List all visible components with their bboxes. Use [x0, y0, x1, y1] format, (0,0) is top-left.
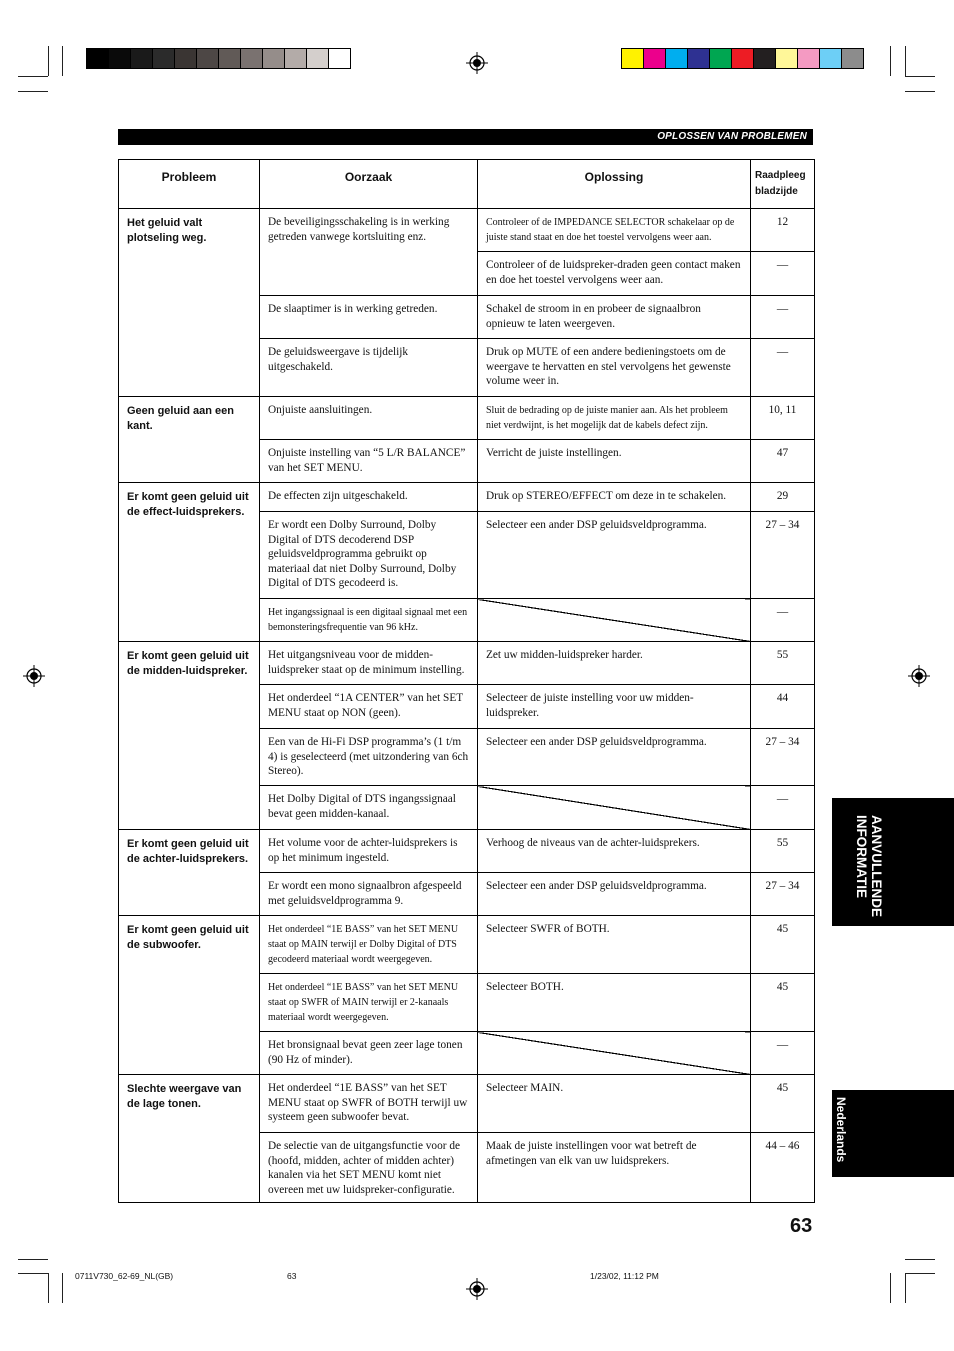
problem-cell: Er komt geen geluid uit de subwoofer. [119, 916, 260, 1075]
crop-mark [18, 76, 48, 77]
ref-cell: 12 [751, 209, 815, 252]
table-row [119, 1075, 815, 1133]
registration-mark-icon [908, 665, 930, 687]
table-row [119, 209, 815, 252]
language-tab-label: Nederlands [834, 1097, 848, 1163]
process-color-swatch [732, 49, 754, 68]
cause-cell: De effecten zijn uitgeschakeld. [260, 483, 478, 512]
crop-mark [905, 76, 935, 77]
process-color-swatch [754, 49, 776, 68]
ref-cell: 44 [751, 685, 815, 729]
cause-cell: Een van de Hi-Fi DSP programma’s (1 t/m 4) is geselecteerd (met uitzondering van 6ch Stereo). [260, 729, 478, 786]
problem-cell: Slechte weergave van de lage tonen. [119, 1075, 260, 1203]
ref-cell: 45 [751, 1075, 815, 1133]
grayscale-swatch [307, 49, 329, 68]
solution-cell-not-applicable [478, 599, 751, 642]
process-color-bar [621, 48, 864, 69]
column-header-problem: Probleem [119, 160, 260, 209]
solution-cell-not-applicable [478, 786, 751, 830]
section-header-bar [118, 129, 813, 145]
ref-cell: 29 [751, 483, 815, 512]
table-row [119, 483, 815, 512]
solution-cell: Selecteer SWFR of BOTH. [478, 916, 751, 974]
grayscale-color-bar [86, 48, 351, 69]
footer-page: 63 [287, 1271, 297, 1281]
solution-cell: Selecteer een ander DSP geluidsveldprogramma. [478, 873, 751, 916]
process-color-swatch [688, 49, 710, 68]
ref-cell: 45 [751, 916, 815, 974]
ref-cell: 27 – 34 [751, 729, 815, 786]
ref-cell: 27 – 34 [751, 512, 815, 599]
crop-mark [18, 1259, 48, 1260]
ref-cell: 27 – 34 [751, 873, 815, 916]
grayscale-swatch [109, 49, 131, 68]
solution-cell: Sluit de bedrading op de juiste manier aan. Als het probleem niet verdwijnt, is het mogelijk dat de kabels defect zijn. [478, 397, 751, 440]
solution-cell: Selecteer MAIN. [478, 1075, 751, 1133]
crop-mark [48, 46, 49, 76]
registration-mark-icon [466, 52, 488, 74]
solution-cell-not-applicable [478, 1032, 751, 1075]
process-color-swatch [622, 49, 644, 68]
crop-mark [905, 46, 906, 76]
ref-cell: 47 [751, 440, 815, 483]
table-row [119, 397, 815, 440]
grayscale-swatch [175, 49, 197, 68]
registration-mark-icon [23, 665, 45, 687]
cause-cell: Onjuiste instelling van “5 L/R BALANCE” van het SET MENU. [260, 440, 478, 483]
solution-cell: Schakel de stroom in en probeer de signaalbron opnieuw te laten weergeven. [478, 296, 751, 339]
crop-mark [62, 46, 63, 76]
crop-mark [890, 1273, 891, 1303]
cause-cell: Het Dolby Digital of DTS ingangssignaal bevat geen midden-kanaal. [260, 786, 478, 830]
grayscale-swatch [219, 49, 241, 68]
footer-datetime: 1/23/02, 11:12 PM [590, 1271, 659, 1281]
solution-cell: Verhoog de niveaus van de achter-luidsprekers. [478, 830, 751, 873]
crop-mark [905, 1259, 935, 1260]
process-color-swatch [798, 49, 820, 68]
process-color-swatch [820, 49, 842, 68]
ref-cell: — [751, 339, 815, 397]
ref-cell: 45 [751, 974, 815, 1032]
table-row [119, 830, 815, 873]
process-color-swatch [644, 49, 666, 68]
crop-mark [48, 1273, 49, 1303]
solution-cell: Maak de juiste instellingen voor wat betreft de afmetingen van elk van uw luidsprekers. [478, 1133, 751, 1203]
cause-cell: De selectie van de uitgangsfunctie voor de (hoofd, midden, achter of midden achter) kanalen via het SET MENU komt niet overeen met uw luidspreker-configuratie. [260, 1133, 478, 1203]
ref-cell: 55 [751, 830, 815, 873]
section-header-title: OPLOSSEN VAN PROBLEMEN [657, 131, 807, 142]
ref-cell: — [751, 786, 815, 830]
solution-cell: Verricht de juiste instellingen. [478, 440, 751, 483]
cause-cell: De beveiligingsschakeling is in werking getreden vanwege kortsluiting enz. [260, 209, 478, 296]
ref-cell: — [751, 296, 815, 339]
grayscale-swatch [263, 49, 285, 68]
cause-cell: Het volume voor de achter-luidsprekers is op het minimum ingesteld. [260, 830, 478, 873]
registration-mark-icon [466, 1278, 488, 1300]
language-side-tab [832, 1090, 954, 1177]
ref-cell: 55 [751, 642, 815, 685]
crop-mark [62, 1273, 63, 1303]
cause-cell: Onjuiste aansluitingen. [260, 397, 478, 440]
cause-cell: Het onderdeel “1E BASS” van het SET MENU staat op SWFR of MAIN terwijl er 2-kanaals materiaal wordt weergegeven. [260, 974, 478, 1032]
cause-cell: Het uitgangsniveau voor de midden-luidspreker staat op de minimum instelling. [260, 642, 478, 685]
solution-cell: Controleer of de IMPEDANCE SELECTOR schakelaar op de juiste stand staat en doe het toestel vervolgens weer aan. [478, 209, 751, 252]
crop-mark [905, 1273, 935, 1274]
process-color-swatch [842, 49, 863, 68]
solution-cell: Druk op STEREO/EFFECT om deze in te schakelen. [478, 483, 751, 512]
grayscale-swatch [329, 49, 350, 68]
problem-cell: Er komt geen geluid uit de achter-luidsprekers. [119, 830, 260, 916]
cause-cell: Het ingangssignaal is een digitaal signaal met een bemonsteringsfrequentie van 96 kHz. [260, 599, 478, 642]
crop-mark [890, 46, 891, 76]
section-side-tab [832, 798, 954, 926]
ref-cell: — [751, 252, 815, 296]
column-header-cause: Oorzaak [260, 160, 478, 209]
crop-mark [18, 1273, 48, 1274]
problem-cell: Er komt geen geluid uit de effect-luidsprekers. [119, 483, 260, 642]
process-color-swatch [776, 49, 798, 68]
cause-cell: De geluidsweergave is tijdelijk uitgeschakeld. [260, 339, 478, 397]
cause-cell: Het onderdeel “1A CENTER” van het SET MENU staat op NON (geen). [260, 685, 478, 729]
section-tab-line2: INFORMATIE [854, 815, 869, 898]
cause-cell: Er wordt een mono signaalbron afgespeeld met geluidsveldprogramma 9. [260, 873, 478, 916]
solution-cell: Controleer of de luidspreker-draden geen contact maken en doe het toestel vervolgens weer aan. [478, 252, 751, 296]
ref-cell: 44 – 46 [751, 1133, 815, 1203]
column-header-ref: Raadpleeg bladzijde [751, 160, 815, 209]
process-color-swatch [710, 49, 732, 68]
grayscale-swatch [153, 49, 175, 68]
column-header-solution: Oplossing [478, 160, 751, 209]
table-row [119, 916, 815, 974]
problem-cell: Geen geluid aan een kant. [119, 397, 260, 483]
cause-cell: Het onderdeel “1E BASS” van het SET MENU staat op SWFR of BOTH terwijl uw systeem geen subwoofer bevat. [260, 1075, 478, 1133]
problem-cell: Het geluid valt plotseling weg. [119, 209, 260, 397]
solution-cell: Selecteer een ander DSP geluidsveldprogramma. [478, 512, 751, 599]
solution-cell: Selecteer BOTH. [478, 974, 751, 1032]
cause-cell: Het bronsignaal bevat geen zeer lage tonen (90 Hz of minder). [260, 1032, 478, 1075]
cause-cell: Het onderdeel “1E BASS” van het SET MENU staat op MAIN terwijl er Dolby Digital of DTS gecodeerd materiaal wordt weergegeven. [260, 916, 478, 974]
page-number: 63 [790, 1215, 813, 1237]
footer-file-name: 0711V730_62-69_NL(GB) [75, 1271, 174, 1281]
solution-cell: Selecteer de juiste instelling voor uw midden-luidspreker. [478, 685, 751, 729]
grayscale-swatch [285, 49, 307, 68]
crop-mark [18, 91, 48, 92]
grayscale-swatch [131, 49, 153, 68]
table-row [119, 642, 815, 685]
solution-cell: Selecteer een ander DSP geluidsveldprogramma. [478, 729, 751, 786]
grayscale-swatch [241, 49, 263, 68]
problem-cell: Er komt geen geluid uit de midden-luidspreker. [119, 642, 260, 830]
grayscale-swatch [87, 49, 109, 68]
cause-cell: Er wordt een Dolby Surround, Dolby Digital of DTS decoderend DSP geluidsveldprogramma gebruikt op materiaal dat niet Dolby Surround, Dolby Digital of DTS gecodeerd is. [260, 512, 478, 599]
cause-cell: De slaaptimer is in werking getreden. [260, 296, 478, 339]
crop-mark [905, 91, 935, 92]
crop-mark [905, 1273, 906, 1303]
solution-cell: Zet uw midden-luidspreker harder. [478, 642, 751, 685]
troubleshooting-table [118, 159, 815, 1203]
ref-cell: 10, 11 [751, 397, 815, 440]
grayscale-swatch [197, 49, 219, 68]
section-tab-line1: AANVULLENDE [869, 815, 884, 918]
solution-cell: Druk op MUTE of een andere bedieningstoets om de weergave te hervatten en stel vervolgens het gewenste volume weer in. [478, 339, 751, 397]
table-header-row [119, 160, 815, 209]
ref-cell: — [751, 599, 815, 642]
process-color-swatch [666, 49, 688, 68]
ref-cell: — [751, 1032, 815, 1075]
